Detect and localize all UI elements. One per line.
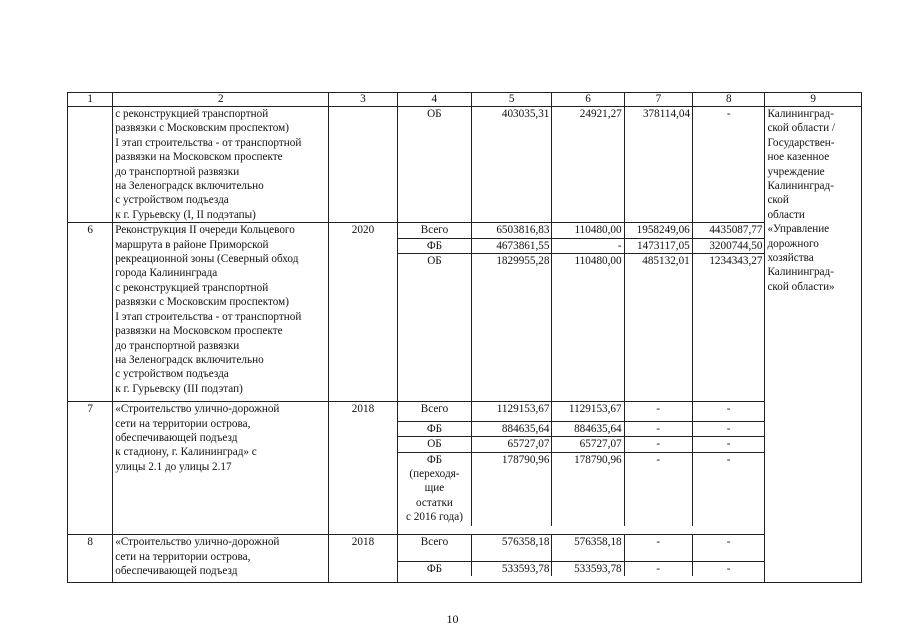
header-row (68, 93, 862, 107)
row-number: 6 (68, 223, 113, 402)
header-cell: 3 (329, 93, 397, 107)
value-cell: 110480,00 (552, 254, 624, 401)
funding-line (398, 535, 765, 561)
financing-table (67, 92, 862, 583)
value-cell: 1129153,67 (552, 402, 624, 421)
row-number: 7 (68, 402, 113, 535)
value-cell: - (624, 561, 692, 576)
value-cell: 576358,18 (552, 535, 624, 561)
table-row (68, 107, 862, 223)
value-cell: - (692, 437, 764, 452)
value-cell: - (624, 535, 692, 561)
object-description: «Строительство улично-дорожной сети на территории острова, обеспечивающей подъезд к стадиону, г. Калининград» с улицы 2.1 до улицы 2.17 (113, 402, 329, 535)
year-cell: 2020 (329, 223, 397, 402)
header-cell: 5 (472, 93, 552, 107)
funding-source: Всего (420, 536, 449, 549)
value-cell: 65727,07 (552, 437, 624, 452)
funding-lines (397, 223, 765, 402)
object-description: с реконструкцией транспортной развязки с Московским проспектом) I этап строительства - от транспортной развязки на Московском проспекте до транспортной развязки на Зеленоградск включительно с устройством подъезда к г. Гурьевску (I, II подэтапы) (113, 107, 329, 223)
year-cell: 2018 (329, 402, 397, 535)
value-cell: 378114,04 (624, 107, 692, 223)
row-number: 8 (68, 535, 113, 583)
value-cell: 403035,31 (472, 107, 552, 223)
value-cell: 1829955,28 (472, 254, 552, 401)
funding-line (398, 437, 765, 452)
funding-source: ОБ (398, 437, 472, 452)
object-description: «Строительство улично-дорожной сети на территории острова, обеспечивающей подъезд (113, 535, 329, 583)
year-cell: 2018 (329, 535, 397, 583)
responsible-executor: Калининград- ской области / Государствен- ное казенное учреждение Калининград- ской области «Управление дорожного хозяйства Калининград- ской области» (765, 107, 862, 583)
value-cell: - (693, 107, 765, 223)
value-cell: 6503816,83 (472, 223, 552, 238)
funding-line (398, 561, 765, 576)
funding-line (398, 452, 765, 526)
value-cell: 533593,78 (472, 561, 552, 576)
value-cell: 65727,07 (472, 437, 552, 452)
value-cell: - (624, 452, 692, 526)
value-cell: 178790,96 (472, 452, 552, 526)
value-cell: - (552, 238, 624, 253)
value-cell: 884635,64 (552, 421, 624, 436)
table-row (68, 535, 862, 583)
header-cell: 4 (397, 93, 471, 107)
funding-lines (397, 535, 765, 583)
value-cell: - (692, 561, 764, 576)
header-cell: 9 (765, 93, 862, 107)
value-cell: 110480,00 (552, 223, 624, 238)
value-cell: 1234343,27 (692, 254, 764, 401)
header-cell: 7 (624, 93, 692, 107)
funding-lines (397, 402, 765, 535)
table-row (68, 223, 862, 402)
funding-source: Всего (420, 224, 449, 237)
row-number (68, 107, 113, 223)
funding-source: Всего (420, 403, 449, 416)
value-cell: - (692, 452, 764, 526)
value-cell: 4673861,55 (472, 238, 552, 253)
value-cell: - (692, 421, 764, 436)
header-cell: 1 (68, 93, 113, 107)
value-cell: 4435087,77 (692, 223, 764, 238)
funding-source: ФБ (398, 238, 472, 253)
value-cell: 485132,01 (624, 254, 692, 401)
funding-source: ОБ (398, 254, 472, 401)
page-number: 10 (446, 612, 459, 626)
funding-subtable (398, 223, 765, 400)
value-cell: 533593,78 (552, 561, 624, 576)
funding-line (398, 402, 765, 421)
value-cell: 1129153,67 (472, 402, 552, 421)
year-cell (329, 107, 397, 223)
value-cell: - (624, 437, 692, 452)
funding-line (398, 254, 765, 401)
funding-subtable (398, 535, 765, 576)
value-cell: 1958249,06 (624, 223, 692, 238)
value-cell: 3200744,50 (692, 238, 764, 253)
funding-subtable (398, 402, 765, 526)
funding-source: ФБ (переходя- щие остатки с 2016 года) (398, 452, 472, 526)
value-cell: 884635,64 (472, 421, 552, 436)
funding-source: ФБ (398, 561, 472, 576)
table-row (68, 402, 862, 535)
funding-source: ФБ (398, 421, 472, 436)
header-cell: 2 (113, 93, 329, 107)
object-description: Реконструкция II очереди Кольцевого маршрута в районе Приморской рекреационной зоны (Северный обход города Калининграда с реконструкцией транспортной развязки с Московским проспектом) I этап строительства - от транспортной развязки на Московском проспекте до транспортной развязки на Зеленоградск включительно с устройством подъезда к г. Гурьевску (III подэтап) (113, 223, 329, 402)
funding-line (398, 238, 765, 253)
value-cell: 1473117,05 (624, 238, 692, 253)
funding-source: ОБ (397, 107, 471, 223)
funding-line (398, 223, 765, 238)
value-cell: 576358,18 (472, 535, 552, 561)
header-cell: 6 (552, 93, 624, 107)
value-cell: 24921,27 (552, 107, 624, 223)
header-cell: 8 (693, 93, 765, 107)
value-cell: - (624, 402, 692, 421)
value-cell: - (692, 535, 764, 561)
value-cell: - (624, 421, 692, 436)
value-cell: - (692, 402, 764, 421)
funding-line (398, 421, 765, 436)
value-cell: 178790,96 (552, 452, 624, 526)
